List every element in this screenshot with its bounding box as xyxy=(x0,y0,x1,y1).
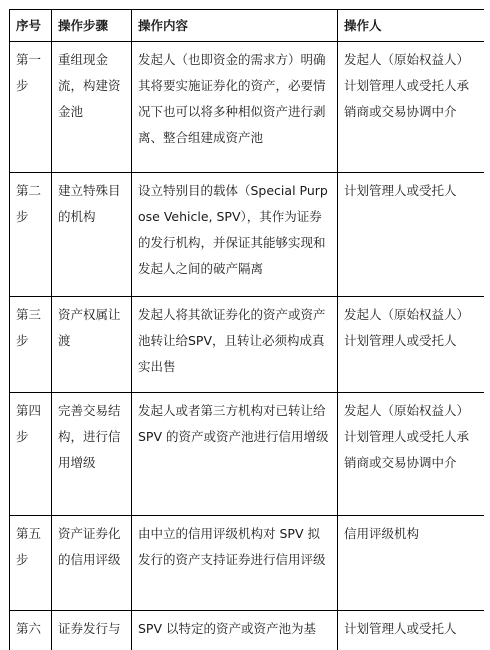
cell-step: 完善交易结构，进行信用增级 xyxy=(52,393,132,516)
header-operator: 操作人 xyxy=(338,10,485,42)
cell-operator: 发起人（原始权益人）计划管理人或受托人承销商或交易协调中介 xyxy=(338,42,485,173)
cell-step: 建立特殊目的机构 xyxy=(52,173,132,297)
table-row xyxy=(10,42,485,173)
cell-step: 证券发行与 xyxy=(52,611,132,650)
table-row xyxy=(10,173,485,297)
document-frame xyxy=(9,9,484,650)
cell-content: 发起人或者第三方机构对已转让给 SPV 的资产或资产池进行信用增级 xyxy=(132,393,338,516)
cell-no: 第六 xyxy=(10,611,52,650)
cell-no: 第三步 xyxy=(10,297,52,393)
cell-operator: 计划管理人或受托人 xyxy=(338,611,485,650)
cell-content: SPV 以特定的资产或资产池为基 xyxy=(132,611,338,650)
table-row xyxy=(10,611,485,650)
cell-content: 由中立的信用评级机构对 SPV 拟发行的资产支持证券进行信用评级 xyxy=(132,516,338,611)
cell-content: 发起人将其欲证券化的资产或资产池转让给SPV，且转让必须构成真实出售 xyxy=(132,297,338,393)
table-header-row xyxy=(10,10,485,42)
cell-content: 发起人（也即资金的需求方）明确其将要实施证券化的资产，必要情况下也可以将多种相似资产进行剥离、整合组建成资产池 xyxy=(132,42,338,173)
cell-step: 资产权属让渡 xyxy=(52,297,132,393)
cell-step: 重组现金流，构建资金池 xyxy=(52,42,132,173)
cell-operator: 发起人（原始权益人）计划管理人或受托人 xyxy=(338,297,485,393)
cell-operator: 信用评级机构 xyxy=(338,516,485,611)
cell-no: 第四步 xyxy=(10,393,52,516)
cell-content: 设立特别目的载体（Special Purpose Vehicle, SPV），其作为证券的发行机构，并保证其能够实现和发起人之间的破产隔离 xyxy=(132,173,338,297)
cell-step: 资产证券化的信用评级 xyxy=(52,516,132,611)
table-row xyxy=(10,297,485,393)
header-no: 序号 xyxy=(10,10,52,42)
header-step: 操作步骤 xyxy=(52,10,132,42)
table-row xyxy=(10,516,485,611)
cell-operator: 发起人（原始权益人）计划管理人或受托人承销商或交易协调中介 xyxy=(338,393,485,516)
cell-no: 第二步 xyxy=(10,173,52,297)
cell-operator: 计划管理人或受托人 xyxy=(338,173,485,297)
securitization-steps-table xyxy=(9,9,484,650)
header-content: 操作内容 xyxy=(132,10,338,42)
cell-no: 第一步 xyxy=(10,42,52,173)
cell-no: 第五步 xyxy=(10,516,52,611)
table-row xyxy=(10,393,485,516)
